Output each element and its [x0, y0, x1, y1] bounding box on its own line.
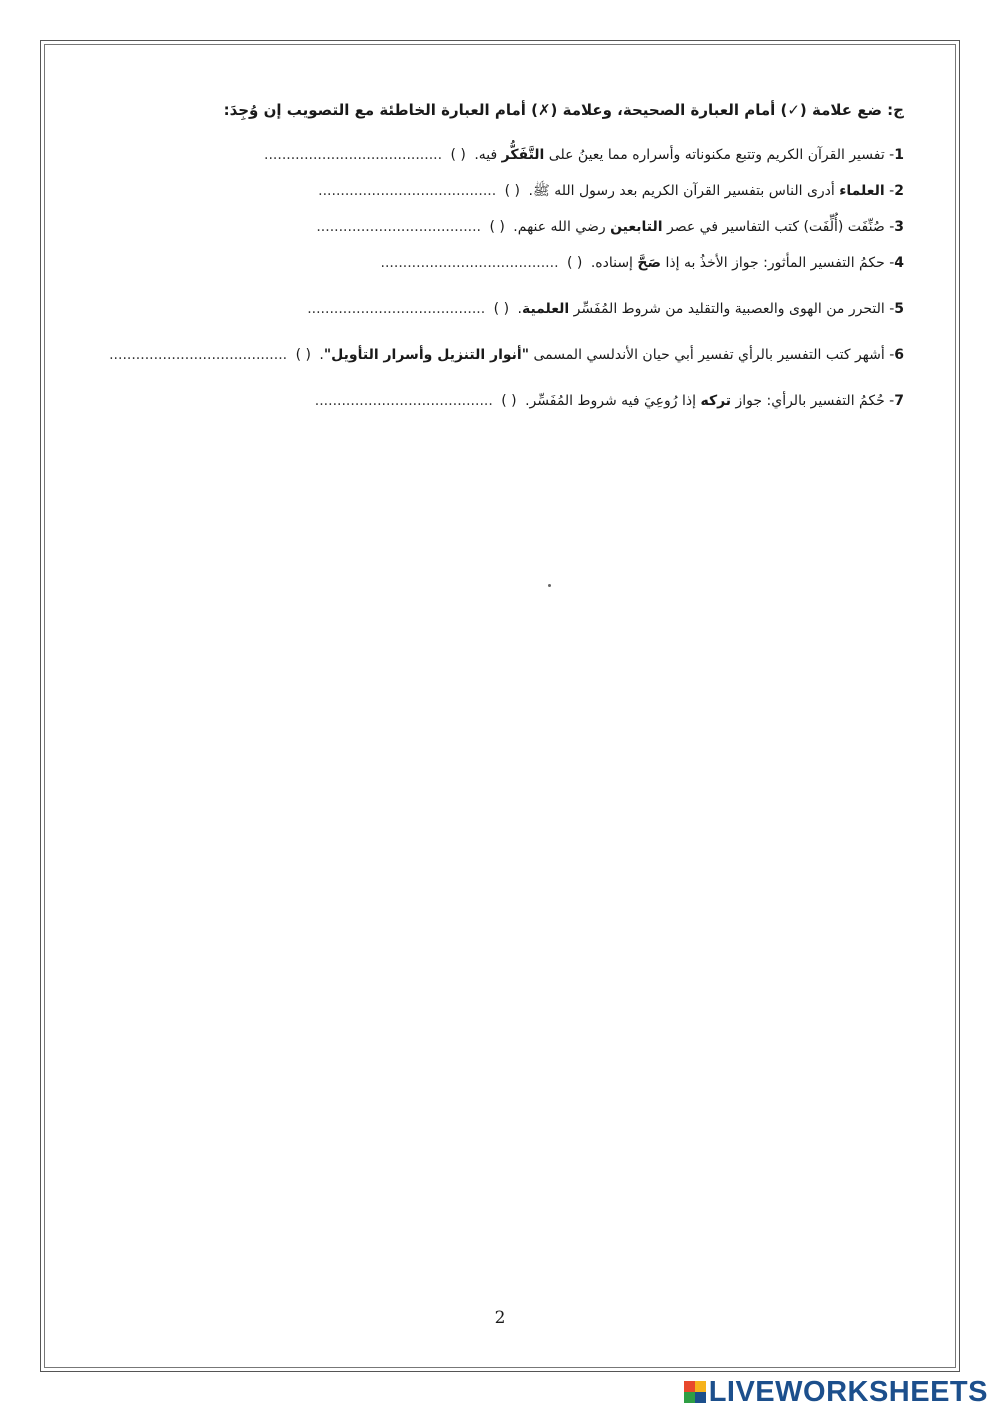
statement-3 — [84, 216, 904, 238]
statement-number: 4 — [894, 255, 904, 271]
logo-square-yellow — [695, 1381, 706, 1392]
correction-line[interactable]: ........................................ — [318, 183, 497, 199]
correction-line[interactable]: ........................................ — [109, 347, 288, 363]
correction-line[interactable]: ........................................ — [307, 301, 486, 317]
correction-line[interactable]: ........................................ — [314, 393, 493, 409]
statement-text-end: . — [319, 347, 324, 363]
correction-line[interactable]: ..................................... — [316, 219, 482, 235]
answer-box[interactable]: ( ) — [450, 147, 466, 163]
logo-text: LIVEWORKSHEETS — [708, 1375, 988, 1408]
logo-square-blue — [695, 1392, 706, 1403]
statement-number: 5 — [894, 301, 904, 317]
liveworksheets-logo[interactable] — [684, 1376, 988, 1408]
statement-text: - حُكمُ التفسير بالرأي: جواز — [731, 393, 895, 409]
statement-6 — [84, 344, 904, 366]
answer-box[interactable]: ( ) — [566, 255, 583, 271]
statement-text: - التحرر من الهوى والعصبية والتقليد من شروط المُفَسِّر — [569, 301, 895, 317]
question-instruction: ج: ضع علامة (✓) أمام العبارة الصحيحة، وعلامة (✗) أمام العبارة الخاطئة مع التصويب إن وُجِدَ: — [223, 101, 904, 119]
statement-text-end: إذا رُوعِيَ فيه شروط المُفَسِّر. — [525, 393, 701, 409]
answer-box[interactable]: ( ) — [504, 183, 520, 199]
statement-text: - — [884, 183, 895, 199]
statement-text-end: إسناده. — [590, 255, 638, 271]
statement-text-end: رضي الله عنهم. — [513, 219, 611, 235]
page-number: 2 — [494, 1308, 506, 1328]
statement-text: - حكمُ التفسير المأثور: جواز الأخذُ به إذا — [661, 255, 895, 271]
statement-7 — [84, 390, 904, 412]
statement-1 — [84, 144, 904, 166]
statement-number: 2 — [894, 183, 904, 199]
statement-number: 7 — [894, 393, 904, 409]
statement-text: - تفسير القرآن الكريم وتتبع مكنوناته وأسراره مما يعينُ على — [544, 147, 895, 163]
stray-dot — [548, 584, 551, 587]
logo-square-green — [684, 1392, 695, 1403]
statement-2 — [84, 180, 904, 202]
statement-keyword: تركه — [700, 393, 732, 409]
worksheet-content — [84, 98, 904, 426]
statement-keyword: التَّفَكُّر — [501, 147, 545, 163]
statement-text-end: فيه. — [474, 147, 502, 163]
statement-keyword: "أنوار التنزيل وأسرار التأويل" — [323, 347, 530, 363]
statement-text: - أشهر كتب التفسير بالرأي تفسير أبي حيان الأندلسي المسمى — [529, 347, 895, 363]
correction-line[interactable]: ........................................ — [264, 147, 443, 163]
statement-number: 6 — [894, 347, 904, 363]
statement-number: 3 — [894, 219, 904, 235]
statement-number: 1 — [894, 147, 904, 163]
answer-box[interactable]: ( ) — [493, 301, 510, 317]
statement-text-end: . — [517, 301, 522, 317]
statement-keyword: التابعين — [610, 219, 663, 235]
statement-keyword: صَحَّ — [637, 255, 662, 271]
statement-keyword: العلماء — [839, 183, 885, 199]
answer-box[interactable]: ( ) — [489, 219, 505, 235]
statement-4 — [84, 252, 904, 274]
liveworksheets-grid-icon — [684, 1381, 706, 1403]
statement-keyword: العلمية — [521, 301, 570, 317]
answer-box[interactable]: ( ) — [295, 347, 311, 363]
statement-text-end: أدرى الناس بتفسير القرآن الكريم بعد رسول الله ﷺ. — [528, 183, 840, 199]
statement-5 — [84, 298, 904, 320]
answer-box[interactable]: ( ) — [501, 393, 517, 409]
logo-square-red — [684, 1381, 695, 1392]
correction-line[interactable]: ........................................ — [380, 255, 559, 271]
statement-text: - صُنِّفَت (أُلِّفَت) كتب التفاسير في عصر — [662, 219, 895, 235]
